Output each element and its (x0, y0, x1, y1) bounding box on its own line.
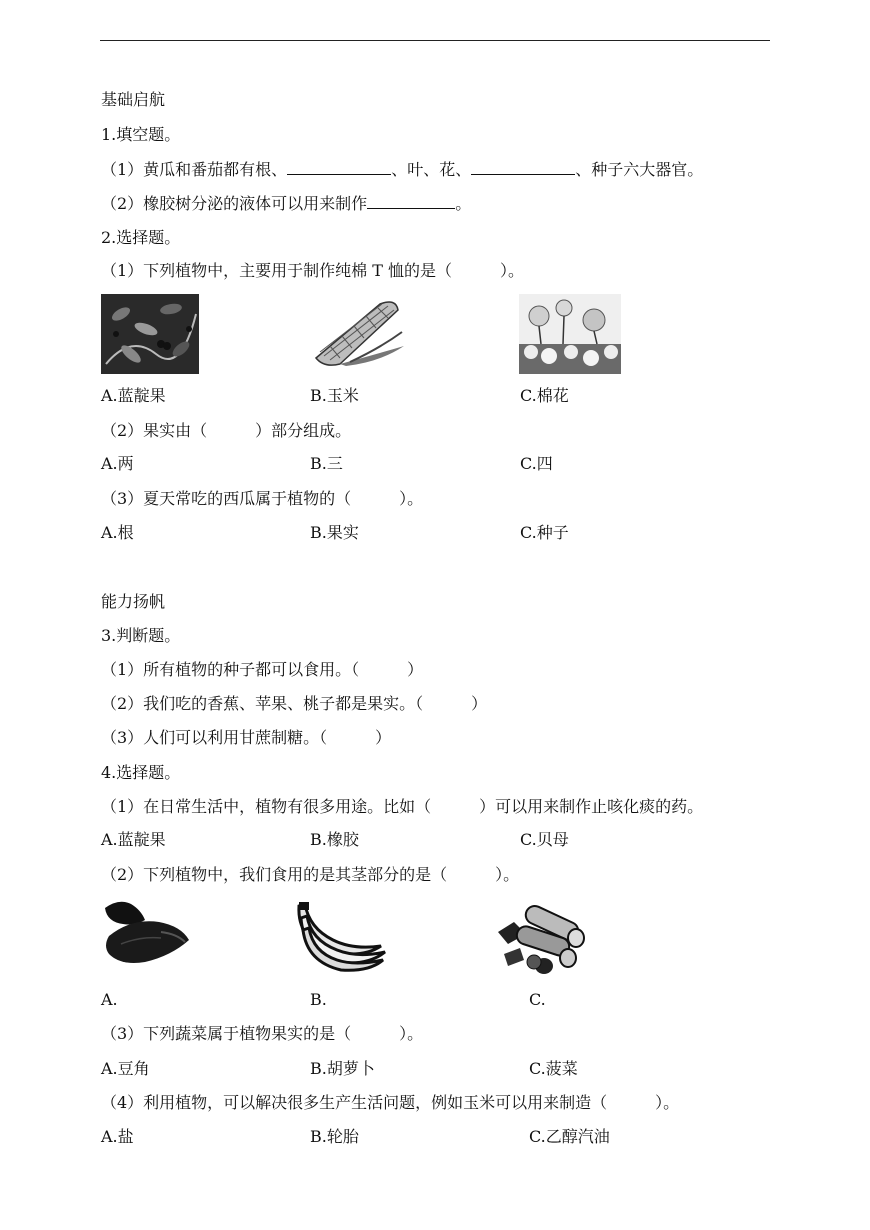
q1-s1-blank-1[interactable] (287, 159, 391, 175)
cotton-plant-photo (519, 294, 621, 374)
q2-s3-stem: （3）夏天常吃的西瓜属于植物的（ ）。 (101, 489, 424, 508)
q1-s2-blank[interactable] (367, 193, 455, 209)
q1-title: 1.填空题。 (101, 125, 181, 144)
header-rule (100, 40, 770, 41)
q2-s2-stem: （2）果实由（ ）部分组成。 (101, 421, 352, 440)
q3-s1: （1）所有植物的种子都可以食用。（ ） (101, 660, 424, 679)
q4-s3-option-b[interactable]: B.胡萝卜 (310, 1059, 375, 1078)
q4-s4-option-b[interactable]: B.轮胎 (310, 1127, 359, 1146)
q4-s3-option-c[interactable]: C.菠菜 (529, 1059, 578, 1078)
q2-s3-option-c[interactable]: C.种子 (520, 523, 569, 542)
section-title-basic: 基础启航 (101, 90, 166, 109)
q1-s1 (101, 159, 703, 180)
q4-s2-stem: （2）下列植物中，我们食用的是其茎部分的是（ ）。 (101, 865, 520, 884)
q1-s1-text-c: 、种子六大器官。 (575, 160, 704, 179)
q1-s2-text-a: （2）橡胶树分泌的液体可以用来制作 (101, 194, 368, 213)
q4-s3-stem: （3）下列蔬菜属于植物果实的是（ ）。 (101, 1024, 424, 1043)
q2-s2-option-c[interactable]: C.四 (520, 454, 553, 473)
banana-bunch-photo (293, 900, 389, 972)
q3-s3: （3）人们可以利用甘蔗制糖。（ ） (101, 728, 392, 747)
q4-s2-option-b[interactable]: B. (310, 990, 327, 1009)
section-title-ability: 能力扬帆 (101, 592, 166, 611)
q2-s1-option-a[interactable]: A.蓝靛果 (101, 386, 166, 405)
q4-s3-option-a[interactable]: A.豆角 (101, 1059, 150, 1078)
q4-title: 4.选择题。 (101, 763, 181, 782)
q1-s2-text-b: 。 (455, 194, 472, 213)
q3-title: 3.判断题。 (101, 626, 181, 645)
q2-s3-option-a[interactable]: A.根 (101, 523, 134, 542)
q1-s1-text-b: 、叶、花、 (391, 160, 472, 179)
q1-s1-blank-2[interactable] (471, 159, 575, 175)
q1-s2 (101, 193, 471, 214)
q2-s1-option-c[interactable]: C.棉花 (520, 386, 569, 405)
q2-s2-option-a[interactable]: A.两 (101, 454, 134, 473)
q4-s2-option-c[interactable]: C. (529, 990, 546, 1009)
corn-cob-photo (310, 296, 406, 368)
q2-title: 2.选择题。 (101, 228, 181, 247)
q4-s2-option-a[interactable]: A. (101, 990, 118, 1009)
q3-s2: （2）我们吃的香蕉、苹果、桃子都是果实。（ ） (101, 694, 488, 713)
sweet-potato-photo (101, 896, 191, 966)
q4-s1-stem: （1）在日常生活中，植物有很多用途。比如（ ）可以用来制作止咳化痰的药。 (101, 797, 704, 816)
q4-s4-option-a[interactable]: A.盐 (101, 1127, 134, 1146)
q4-s1-option-c[interactable]: C.贝母 (520, 830, 569, 849)
q2-s2-option-b[interactable]: B.三 (310, 454, 343, 473)
q4-s1-option-a[interactable]: A.蓝靛果 (101, 830, 166, 849)
q4-s1-option-b[interactable]: B.橡胶 (310, 830, 359, 849)
q2-s1-option-b[interactable]: B.玉米 (310, 386, 359, 405)
q4-s4-option-c[interactable]: C.乙醇汽油 (529, 1127, 610, 1146)
q2-s1-stem: （1）下列植物中，主要用于制作纯棉 T 恤的是（ ）。 (101, 261, 525, 280)
q4-s4-stem: （4）利用植物，可以解决很多生产生活问题，例如玉米可以用来制造（ ）。 (101, 1093, 680, 1112)
q2-s3-option-b[interactable]: B.果实 (310, 523, 359, 542)
blueberry-plant-photo (101, 294, 199, 374)
sugarcane-photo (494, 904, 590, 976)
q1-s1-text-a: （1）黄瓜和番茄都有根、 (101, 160, 288, 179)
